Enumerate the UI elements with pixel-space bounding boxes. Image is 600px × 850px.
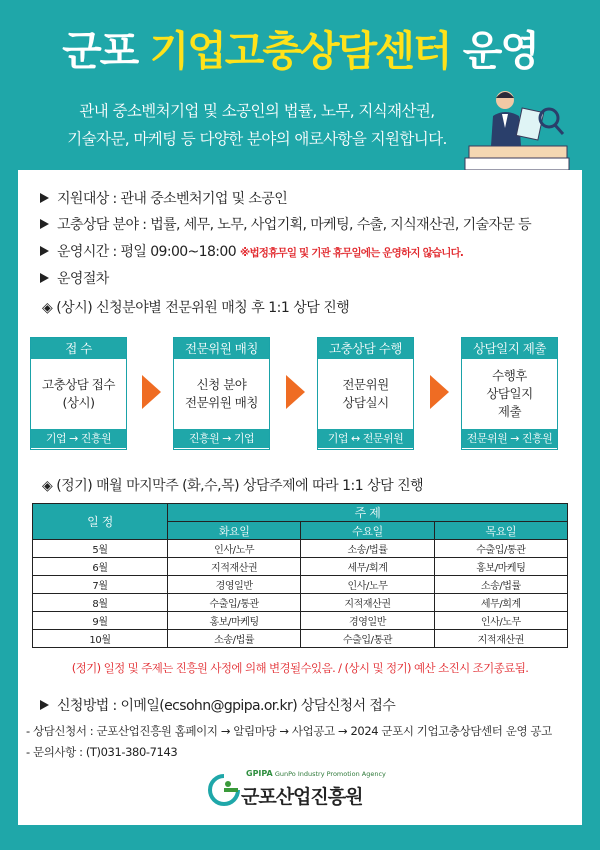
- regular-heading: ◈ (상시) 신청분야별 전문위원 매칭 후 1:1 상담 진행: [42, 300, 350, 316]
- stage-head: 전문위원 매칭: [174, 338, 269, 359]
- header: [0, 0, 600, 170]
- triangle-bullet-icon: [40, 700, 49, 710]
- logo-korean: 군포산업진흥원: [241, 786, 363, 808]
- stage-head: 고충상담 수행: [318, 338, 413, 359]
- title-prefix: 군포: [62, 27, 138, 75]
- day-header-wed: 수요일: [301, 522, 434, 540]
- periodic-heading: ◈ (정기) 매월 마지막주 (화,수,목) 상담주제에 따라 1:1 상담 진행: [42, 478, 424, 494]
- table-row: 6월 지적재산권 세무/회계 홍보/마케팅: [33, 558, 568, 576]
- gpipa-emblem-icon: [206, 772, 242, 808]
- table-row: 8월 수출입/통관 지적재산권 세무/회계: [33, 594, 568, 612]
- triangle-bullet-icon: [40, 246, 49, 256]
- stage-body: 수행후 상담일지 제출: [486, 368, 533, 419]
- day-header-thu: 목요일: [434, 522, 567, 540]
- stage-foot: 진흥원 → 기업: [174, 429, 269, 448]
- schedule-header: 일 정: [33, 504, 168, 540]
- table-row: 7월 경영일반 인사/노무 소송/법률: [33, 576, 568, 594]
- footer-bar: [0, 825, 600, 850]
- gpipa-logo: [206, 766, 406, 816]
- stage-head: 접 수: [31, 338, 126, 359]
- table-row: 10월 소송/법률 수출입/통관 지적재산권: [33, 630, 568, 648]
- apply-method: 신청방법 : 이메일(ecsohn@gpipa.or.kr) 상담신청서 접수: [40, 695, 395, 715]
- arrow-right-icon: [430, 375, 449, 409]
- topic-header: 주 제: [168, 504, 568, 522]
- contact-info: - 문의사항 : (T)031-380-7143: [26, 745, 178, 759]
- stage-foot: 기업 → 진흥원: [31, 429, 126, 448]
- hours-note: ※법정휴무일 및 기관 휴무일에는 운영하지 않습니다.: [240, 247, 464, 259]
- arrow-right-icon: [142, 375, 161, 409]
- stage-consulting: [317, 337, 414, 450]
- stage-body: 고충상담 접수 (상시): [42, 377, 115, 410]
- info-procedure: 운영절차: [40, 268, 109, 288]
- stage-matching: [173, 337, 270, 450]
- stage-receipt: [30, 337, 127, 450]
- content-card: [18, 170, 582, 825]
- stage-foot: 전문위원 → 진흥원: [462, 429, 557, 448]
- subtitle: [22, 97, 492, 153]
- subtitle-line-2: 기술자문, 마케팅 등 다양한 분야의 애로사항을 지원합니다.: [67, 130, 447, 148]
- change-notice: (정기) 일정 및 주제는 진흥원 사정에 의해 변경될수있음. / (상시 및 정기) 예산 소진시 조기종료됨.: [71, 661, 529, 675]
- title-highlight: 기업고충상담센터: [149, 27, 451, 75]
- triangle-bullet-icon: [40, 219, 49, 229]
- info-target: 지원대상 : 관내 중소벤처기업 및 소공인: [40, 188, 287, 208]
- stage-head: 상담일지 제출: [462, 338, 557, 359]
- table-row: 5월 인사/노무 소송/법률 수출입/통관: [33, 540, 568, 558]
- info-hours: 운영시간 : 평일 09:00~18:00 ※법정휴무일 및 기관 휴무일에는 운영하지 않습니다.: [40, 241, 463, 261]
- triangle-bullet-icon: [40, 193, 49, 203]
- info-fields: 고충상담 분야 : 법률, 세무, 노무, 사업기획, 마케팅, 수출, 지식재산권, 기술자문 등: [40, 214, 531, 234]
- logo-english: GPIPA GunPo Industry Promotion Agency: [246, 769, 386, 778]
- triangle-bullet-icon: [40, 273, 49, 283]
- subtitle-line-1: 관내 중소벤처기업 및 소공인의 법률, 노무, 지식재산권,: [79, 102, 435, 120]
- arrow-right-icon: [286, 375, 305, 409]
- schedule-table: [32, 503, 568, 648]
- stage-foot: 기업 ↔ 전문위원: [318, 429, 413, 448]
- stage-report: [461, 337, 558, 450]
- apply-form-path: - 상담신청서 : 군포산업진흥원 홈페이지 → 알림마당 → 사업공고 → 2024 군포시 기업고충상담센터 운영 공고: [26, 724, 552, 738]
- stage-body: 전문위원 상담실시: [342, 377, 389, 410]
- page-title: [0, 18, 600, 77]
- day-header-tue: 화요일: [168, 522, 301, 540]
- title-suffix: 운영: [462, 27, 538, 75]
- stage-body: 신청 분야 전문위원 매칭: [185, 377, 258, 410]
- table-row: 9월 홍보/마케팅 경영일반 인사/노무: [33, 612, 568, 630]
